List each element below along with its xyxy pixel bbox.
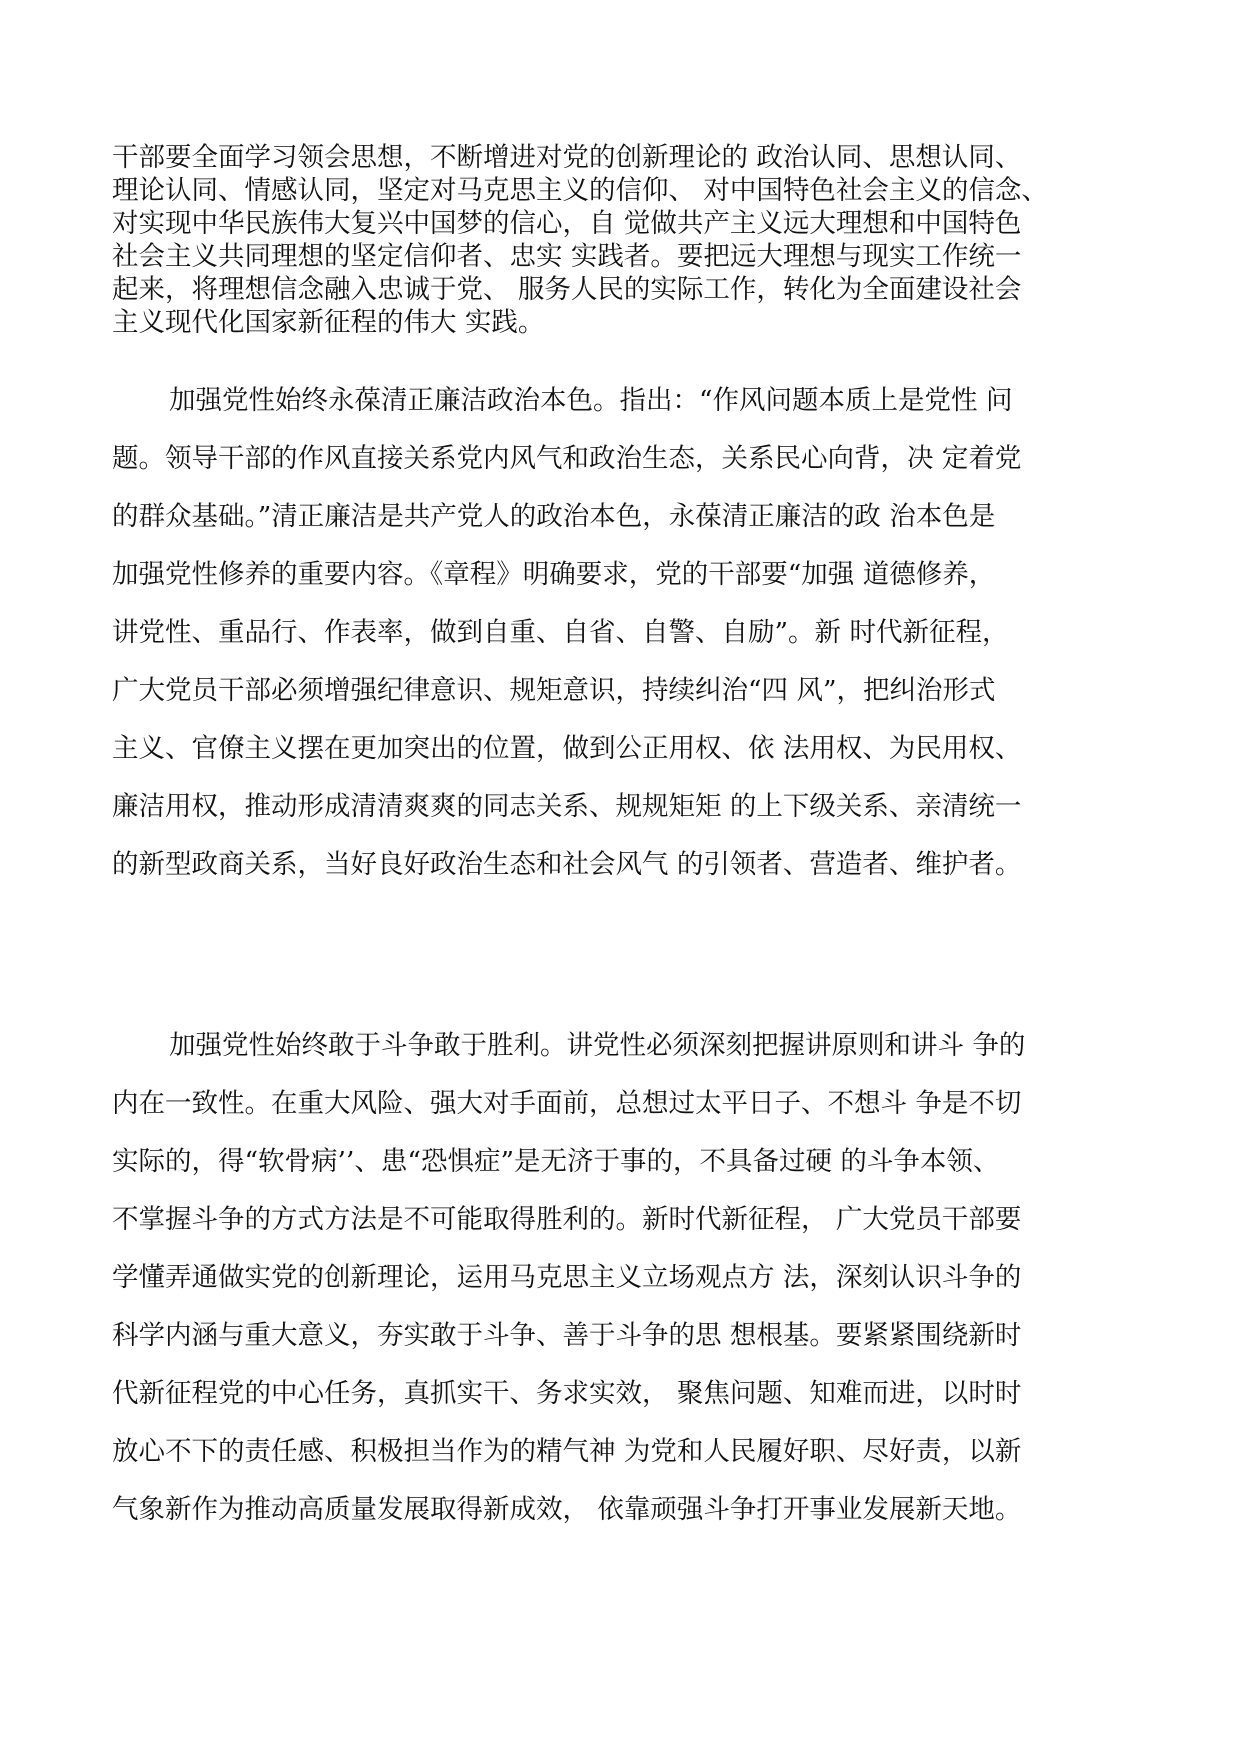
text-line: 加强党性始终永葆清正廉洁政治本色。指出：“作风问题本质上是党性 问	[169, 385, 1013, 416]
text-line: 广大党员干部必须增强纪律意识、规矩意识，持续纠治“四 风”，把纠治形式	[112, 675, 996, 706]
paragraph-struggle	[112, 1017, 1152, 1539]
text-line: 主义现代化国家新征程的伟大 实践。	[112, 307, 545, 338]
text-line: 理论认同、情感认同，坚定对马克思主义的信仰、 对中国特色社会主义的信念、	[112, 175, 1048, 206]
text-line: 学懂弄通做实党的创新理论，运用马克思主义立场观点方 法，深刻认识斗争的	[112, 1262, 1022, 1293]
paragraph-integrity	[112, 372, 1152, 894]
text-line: 题。领导干部的作风直接关系党内风气和政治生态，关系民心向背，决 定着党	[112, 443, 1022, 474]
text-line: 内在一致性。在重大风险、强大对手面前，总想过太平日子、不想斗 争是不切	[112, 1088, 1022, 1119]
text-line: 社会主义共同理想的坚定信仰者、忠实 实践者。要把远大理想与现实工作统一	[112, 241, 1022, 272]
text-line: 廉洁用权，推动形成清清爽爽的同志关系、规规矩矩 的上下级关系、亲清统一	[112, 791, 1022, 822]
text-line: 加强党性始终敢于斗争敢于胜利。讲党性必须深刻把握讲原则和讲斗 争的	[169, 1030, 1026, 1061]
text-line: 讲党性、重品行、作表率，做到自重、自省、自警、自励”。新 时代新征程，	[112, 617, 1009, 648]
text-line: 气象新作为推动高质量发展取得新成效， 依靠顽强斗争打开事业发展新天地。	[112, 1494, 1022, 1525]
text-line: 主义、官僚主义摆在更加突出的位置，做到公正用权、依 法用权、为民用权、	[112, 733, 1022, 764]
text-line: 的群众基础。”清正廉洁是共产党人的政治本色，永葆清正廉洁的政 治本色是	[112, 501, 996, 532]
text-line: 实际的，得“软骨病’’、患“恐惧症”是无济于事的，不具备过硬 的斗争本领、	[112, 1146, 1000, 1177]
text-line: 科学内涵与重大意义，夯实敢于斗争、善于斗争的思 想根基。要紧紧围绕新时	[112, 1320, 1022, 1351]
text-line: 对实现中华民族伟大复兴中国梦的信心，自 觉做共产主义远大理想和中国特色	[112, 208, 1022, 239]
text-line: 不掌握斗争的方式方法是不可能取得胜利的。新时代新征程， 广大党员干部要	[112, 1204, 1022, 1235]
text-line: 代新征程党的中心任务，真抓实干、务求实效， 聚焦问题、知难而进，以时时	[112, 1378, 1022, 1409]
text-line: 的新型政商关系，当好良好政治生态和社会风气 的引领者、营造者、维护者。	[112, 849, 1022, 880]
text-line: 加强党性修养的重要内容。《章程》明确要求，党的干部要“加强 道德修养，	[112, 559, 996, 590]
text-line: 放心不下的责任感、积极担当作为的精气神 为党和人民履好职、尽好责，以新	[112, 1436, 1022, 1467]
paragraph-ideals	[112, 141, 1152, 339]
text-line: 起来，将理想信念融入忠诚于党、 服务人民的实际工作，转化为全面建设社会	[112, 274, 1022, 305]
text-line: 干部要全面学习领会思想，不断增进对党的创新理论的 政治认同、思想认同、	[112, 142, 1022, 173]
